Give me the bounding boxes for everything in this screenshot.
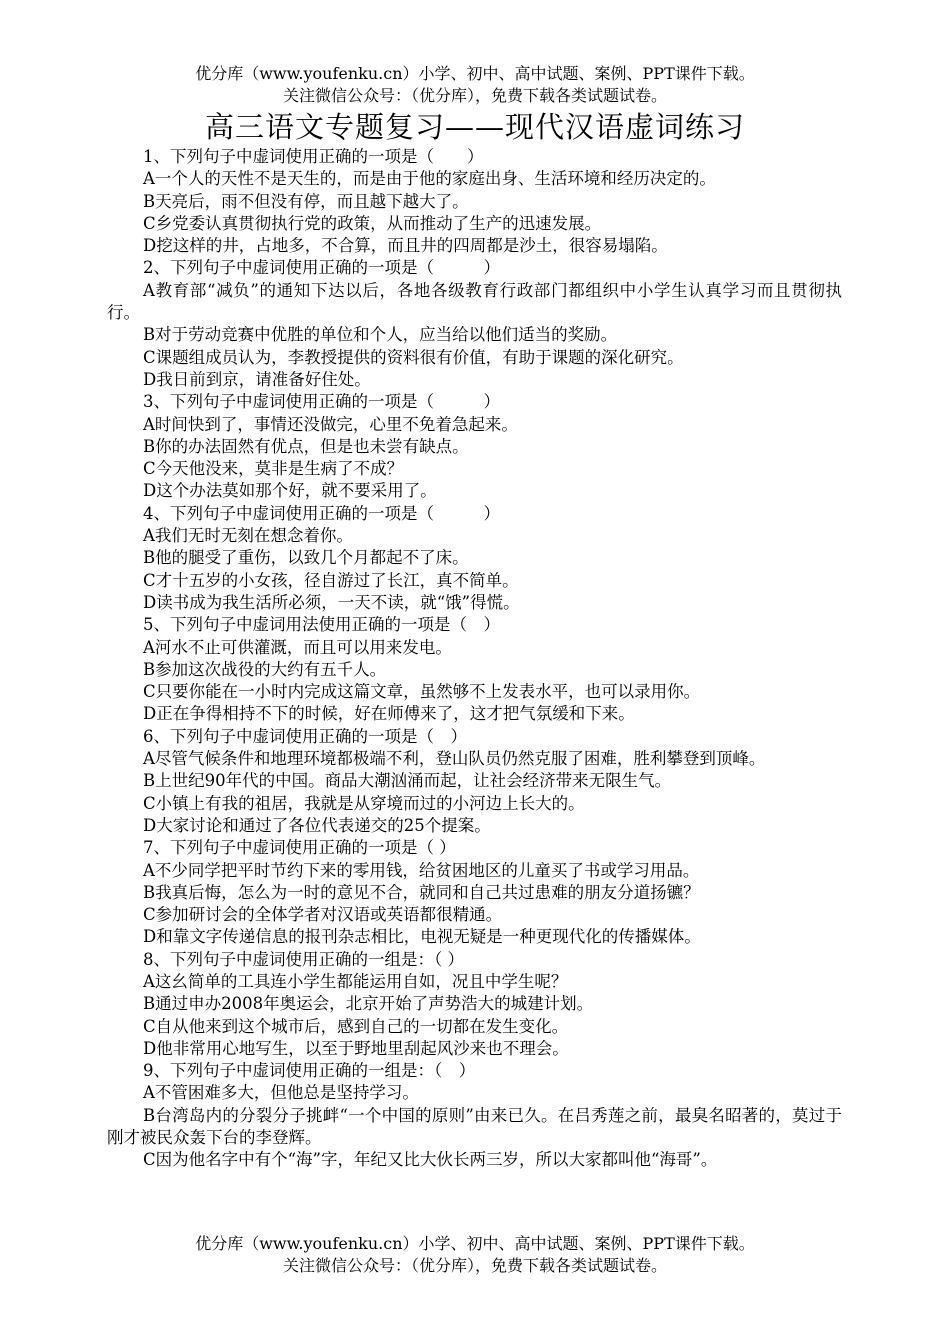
question-5-option-d: D正在争得相持不下的时候，好在师傅来了，这才把气氛缓和下来。 bbox=[143, 704, 635, 724]
question-8-option-c: C自从他来到这个城市后，感到自己的一切都在发生变化。 bbox=[143, 1016, 569, 1036]
header-line-1: 优分库（www.youfenku.cn）小学、初中、高中试题、案例、PPT课件下载。 bbox=[195, 64, 755, 83]
question-8-option-a: A这幺简单的工具连小学生都能运用自如，况且中学生呢？ bbox=[143, 971, 568, 991]
question-3-option-b: B你的办法固然有优点，但是也未尝有缺点。 bbox=[143, 436, 469, 456]
question-4-option-d: D读书成为我生活所必须，一天不读，就“饿”得慌。 bbox=[143, 592, 520, 612]
question-1-option-b: B天亮后，雨不但没有停，而且越下越大了。 bbox=[143, 191, 469, 211]
footer-line-2: 关注微信公众号：（优分库），免费下载各类试题试卷。 bbox=[282, 1256, 667, 1275]
question-3-option-a: A时间快到了，事情还没做完，心里不免着急起来。 bbox=[143, 414, 518, 434]
question-7-option-d: D和靠文字传递信息的报刊杂志相比，电视无疑是一种更现代化的传播媒体。 bbox=[143, 927, 701, 947]
question-8-stem: 8、下列句子中虚词使用正确的一组是：（ ） bbox=[143, 949, 464, 969]
question-list bbox=[107, 146, 842, 1172]
question-1-option-d: D挖这样的井，占地多，不合算，而且井的四周都是沙土，很容易塌陷。 bbox=[143, 236, 668, 256]
question-2-option-a: A教育部“减负”的通知下达以后，各地各级教育行政部门都组织中小学生认真学习而且贯彻执行。 bbox=[107, 280, 842, 323]
question-4-option-a: A我们无时无刻在想念着你。 bbox=[143, 526, 353, 546]
question-6-option-c: C小镇上有我的祖居，我就是从穿境而过的小河边上长大的。 bbox=[143, 793, 585, 813]
page-header bbox=[0, 63, 950, 107]
question-9-option-b: B台湾岛内的分裂分子挑衅“一个中国的原则”由来已久。在吕秀莲之前，最臭名昭著的，莫过于刚才被民众轰下台的李登辉。 bbox=[107, 1105, 842, 1148]
question-2-option-c: C课题组成员认为，李教授提供的资料很有价值，有助于课题的深化研究。 bbox=[143, 347, 684, 367]
question-5-option-b: B参加这次战役的大约有五千人。 bbox=[143, 659, 387, 679]
question-1-option-c: C乡党委认真贯彻执行党的政策，从而推动了生产的迅速发展。 bbox=[143, 213, 602, 233]
question-5-option-c: C只要你能在一小时内完成这篇文章，虽然够不上发表水平，也可以录用你。 bbox=[143, 682, 701, 702]
header-line-2: 关注微信公众号：（优分库），免费下载各类试题试卷。 bbox=[282, 86, 667, 105]
question-1-stem: 1、下列句子中虚词使用正确的一项是（ ） bbox=[143, 147, 484, 166]
footer-line-1: 优分库（www.youfenku.cn）小学、初中、高中试题、案例、PPT课件下载。 bbox=[195, 1234, 755, 1253]
question-7-option-b: B我真后悔，怎么为一时的意见不合，就同和自己共过患难的朋友分道扬镳？ bbox=[143, 882, 700, 902]
question-6-stem: 6、下列句子中虚词使用正确的一项是（ ） bbox=[143, 726, 467, 746]
question-6-option-a: A尽管气候条件和地理环境都极端不利，登山队员仍然克服了困难，胜利攀登到顶峰。 bbox=[143, 749, 766, 769]
question-3-stem: 3、下列句子中虚词使用正确的一项是（ ） bbox=[143, 392, 500, 412]
question-2-stem: 2、下列句子中虚词使用正确的一项是（ ） bbox=[143, 258, 500, 278]
question-6-option-d: D大家讨论和通过了各位代表递交的25个提案。 bbox=[143, 815, 491, 835]
question-8-option-d: D他非常用心地写生，以至于野地里刮起风沙来也不理会。 bbox=[143, 1038, 569, 1058]
question-4-option-b: B他的腿受了重伤，以致几个月都起不了床。 bbox=[143, 548, 469, 568]
question-6-option-b: B上世纪90年代的中国。商品大潮汹涌而起，让社会经济带来无限生气。 bbox=[143, 771, 672, 791]
question-4-option-c: C才十五岁的小女孩，径自游过了长江，真不简单。 bbox=[143, 570, 519, 590]
question-7-option-c: C参加研讨会的全体学者对汉语或英语都很精通。 bbox=[143, 905, 503, 925]
question-4-stem: 4、下列句子中虚词使用正确的一项是（ ） bbox=[143, 503, 500, 523]
question-2-option-d: D我日前到京，请准备好住处。 bbox=[143, 369, 371, 389]
question-9-stem: 9、下列句子中虚词使用正确的一组是：（ ） bbox=[143, 1061, 476, 1081]
question-7-option-a: A不少同学把平时节约下来的零用钱，给贫困地区的儿童买了书或学习用品。 bbox=[143, 860, 700, 880]
document-title: 高三语文专题复习——现代汉语虚词练习 bbox=[204, 110, 745, 144]
question-1-option-a: A一个人的天性不是天生的，而是由于他的家庭出身、生活环境和经历决定的。 bbox=[143, 169, 716, 189]
question-3-option-d: D这个办法莫如那个好，就不要采用了。 bbox=[143, 481, 437, 501]
question-2-option-b: B对于劳动竞赛中优胜的单位和个人，应当给以他们适当的奖励。 bbox=[143, 325, 618, 345]
page-footer bbox=[0, 1233, 950, 1277]
question-7-stem: 7、下列句子中虚词使用正确的一项是（ ） bbox=[143, 838, 456, 858]
question-3-option-c: C今天他没来，莫非是生病了不成？ bbox=[143, 459, 404, 479]
question-9-option-a: A不管困难多大，但他总是坚持学习。 bbox=[143, 1083, 419, 1103]
question-8-option-b: B通过申办2008年奥运会，北京开始了声势浩大的城建计划。 bbox=[143, 994, 594, 1014]
question-5-stem: 5、下列句子中虚词用法使用正确的一项是（ ） bbox=[143, 615, 500, 635]
question-5-option-a: A河水不止可供灌溉，而且可以用来发电。 bbox=[143, 637, 452, 657]
question-9-option-c: C因为他名字中有个“海”字，年纪又比大伙长两三岁，所以大家都叫他“海哥”。 bbox=[143, 1150, 718, 1170]
